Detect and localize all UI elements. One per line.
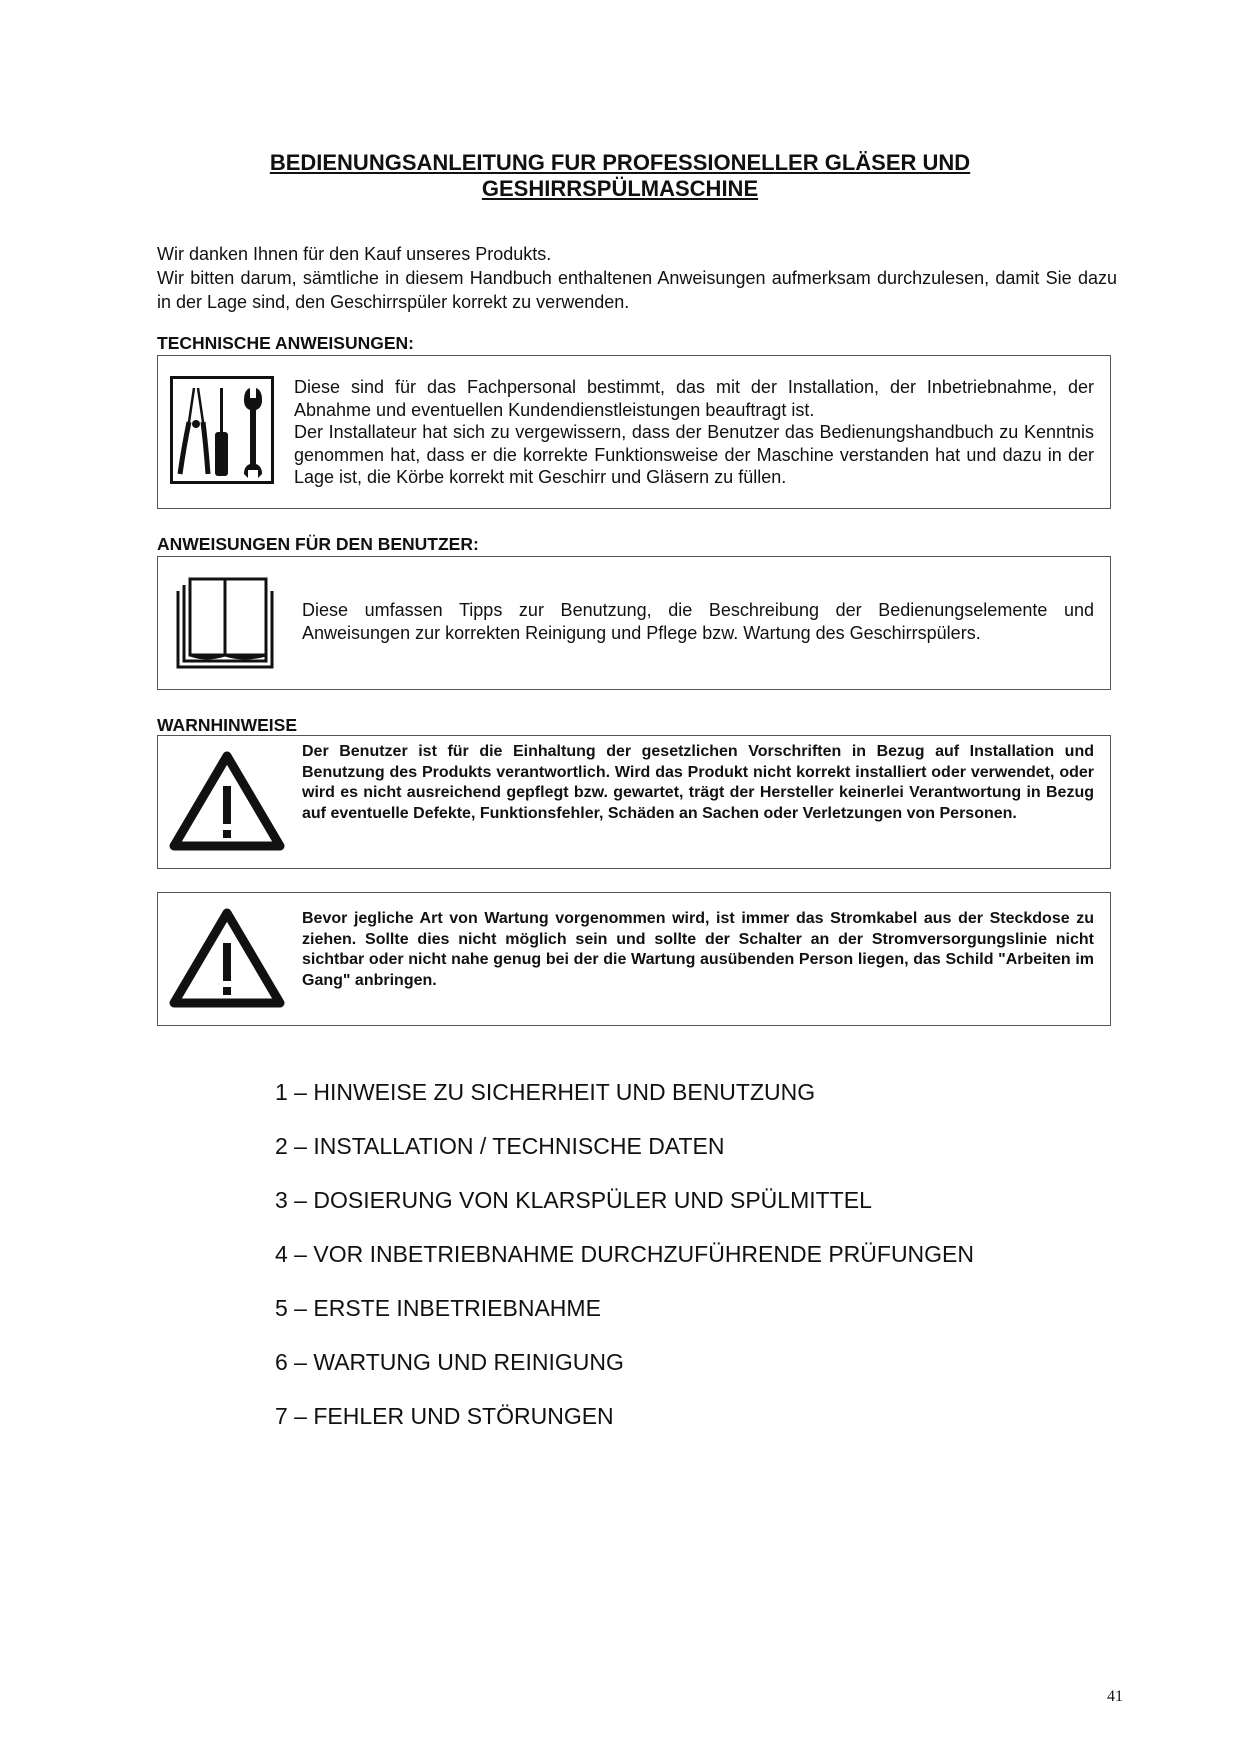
intro-text [157, 242, 1117, 314]
toc-item: 6 – WARTUNG UND REINIGUNG [275, 1349, 624, 1375]
intro-line-1: Wir danken Ihnen für den Kauf unseres Produkts. [157, 244, 552, 264]
warning-triangle-icon [168, 750, 286, 854]
warning-box-2 [157, 892, 1111, 1026]
warning-text-2: Bevor jegliche Art von Wartung vorgenommen wird, ist immer das Stromkabel aus der Steckdose zu ziehen. Sollte dies nicht möglich sein und sollte der Schalter an der Stromversorgungslinie nicht sichtbar oder nicht nahe genug bei der die Wartung ausübenden Person liegen, das Schild "Arbeiten im Gang" anbringen. [302, 910, 1094, 989]
toc-item: 1 – HINWEISE ZU SICHERHEIT UND BENUTZUNG [275, 1079, 816, 1105]
book-icon [170, 575, 280, 675]
title-line-2: GESHIRRSPÜLMASCHINE [481, 176, 759, 201]
toc-item: 4 – VOR INBETRIEBNAHME DURCHZUFÜHRENDE PRÜFUNGEN [275, 1241, 975, 1267]
warnings-heading: WARNHINWEISE [157, 715, 297, 735]
technical-text-2: Der Installateur hat sich zu vergewissern, dass der Benutzer das Bedienungshandbuch zu Kenntnis genommen hat, dass er die korrekte Funktionsweise der Maschine verstanden hat und dazu in der Lage ist, die Körbe korrekt mit Geschirr und Gläsern zu füllen. [294, 422, 1094, 487]
user-box [157, 556, 1111, 690]
technical-box [157, 355, 1111, 509]
toc-item: 3 – DOSIERUNG VON KLARSPÜLER UND SPÜLMITTEL [275, 1187, 872, 1213]
user-text: Diese umfassen Tipps zur Benutzung, die Beschreibung der Bedienungselemente und Anweisungen zur korrekten Reinigung und Pflege bzw. Wartung des Geschirrspülers. [302, 600, 1094, 643]
toc-item: 5 – ERSTE INBETRIEBNAHME [275, 1295, 601, 1321]
user-heading: ANWEISUNGEN FÜR DEN BENUTZER: [157, 534, 479, 554]
toc-item: 7 – FEHLER UND STÖRUNGEN [275, 1403, 614, 1429]
technical-heading: TECHNISCHE ANWEISUNGEN: [157, 333, 414, 353]
tools-icon [170, 376, 274, 484]
table-of-contents [275, 1079, 974, 1457]
page-number: 41 [1107, 1688, 1123, 1705]
warning-text-1: Der Benutzer ist für die Einhaltung der gesetzlichen Vorschriften in Bezug auf Installation und Benutzung des Produkts verantwortlich. Wird das Produkt nicht korrekt installiert oder verwendet, oder wird es nicht ausreichend gepflegt bzw. gewartet, trägt der Hersteller keinerlei Verantwortung in Bezug auf eventuelle Defekte, Funktionsfehler, Schäden an Sachen oder Verletzungen von Personen. [302, 743, 1094, 822]
toc-item: 2 – INSTALLATION / TECHNISCHE DATEN [275, 1133, 725, 1159]
technical-text-1: Diese sind für das Fachpersonal bestimmt, das mit der Installation, der Inbetriebnahme, der Abnahme und eventuellen Kundendienstleistungen beauftragt ist. [294, 377, 1094, 420]
warning-box-1 [157, 735, 1111, 869]
intro-line-2: Wir bitten darum, sämtliche in diesem Handbuch enthaltenen Anweisungen aufmerksam durchzulesen, damit Sie dazu in der Lage sind, den Geschirrspüler korrekt zu verwenden. [157, 268, 1117, 312]
page-title [160, 150, 1080, 202]
warning-triangle-icon [168, 907, 286, 1011]
title-line-1: BEDIENUNGSANLEITUNG FUR PROFESSIONELLER GLÄSER UND [269, 150, 971, 175]
technical-text [294, 376, 1094, 489]
